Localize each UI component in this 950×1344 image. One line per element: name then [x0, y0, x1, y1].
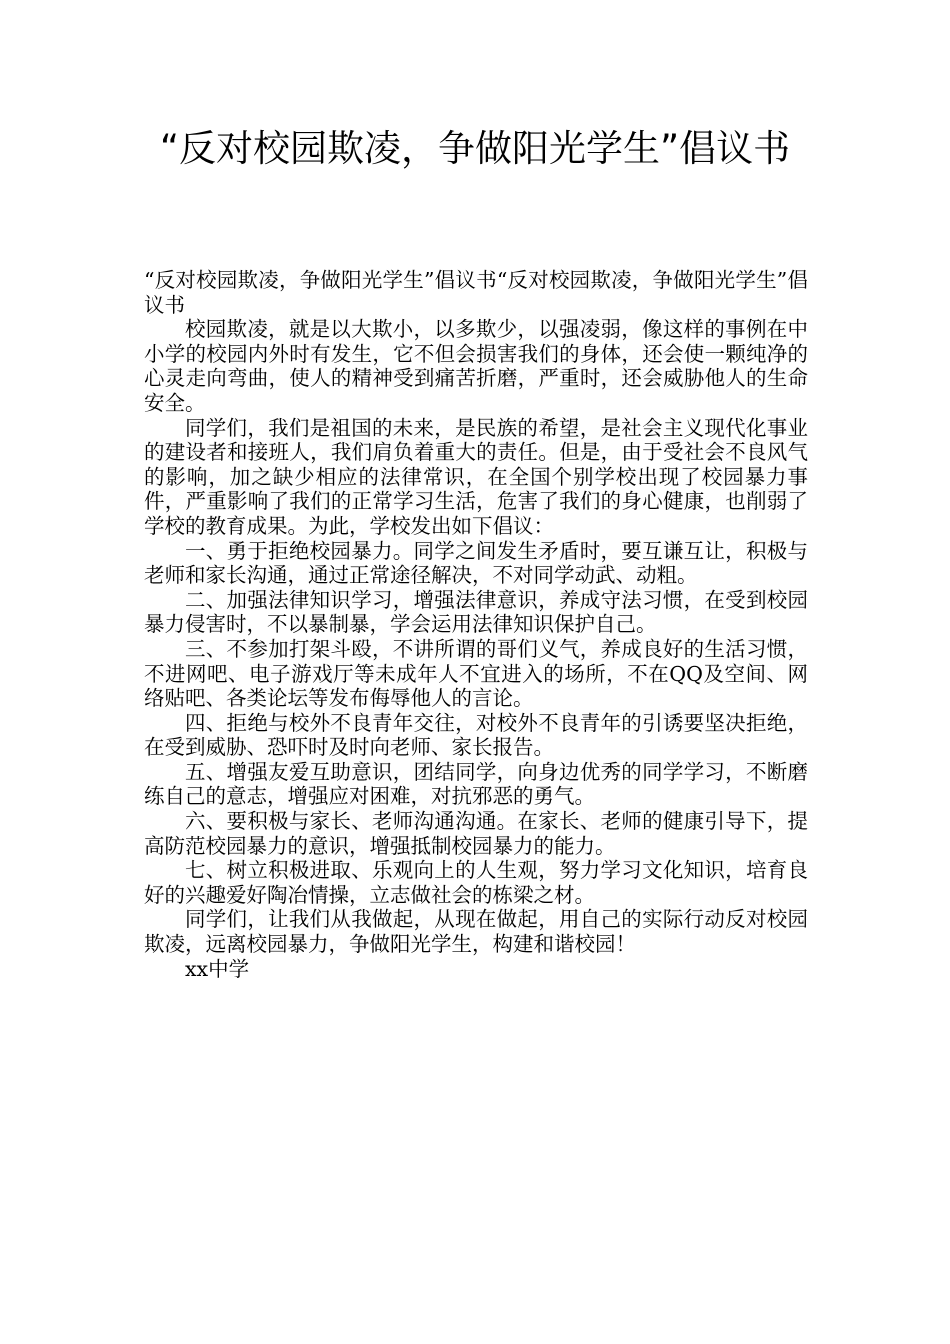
document-body [144, 268, 808, 981]
proposal-item-3: 三、不参加打架斗殴，不讲所谓的哥们义气，养成良好的生活习惯，不进网吧、电子游戏厅等未成年人不宜进入的场所，不在QQ及空间、网络贴吧、各类论坛等发布侮辱他人的言论。 [144, 636, 808, 711]
signature-school: xx中学 [185, 956, 250, 981]
proposal-item-7: 七、树立积极进取、乐观向上的人生观，努力学习文化知识，培育良好的兴趣爱好陶冶情操，立志做社会的栋梁之材。 [144, 858, 808, 907]
paragraph-closing: 同学们，让我们从我做起，从现在做起，用自己的实际行动反对校园欺凌，远离校园暴力，争做阳光学生，构建和谐校园！ [144, 907, 808, 957]
paragraph-definition: 校园欺凌，就是以大欺小，以多欺少，以强凌弱，像这样的事例在中小学的校园内外时有发生，它不但会损害我们的身体，还会使一颗纯净的心灵走向弯曲，使人的精神受到痛苦折磨，严重时，还会威胁他人的生命安全。 [144, 317, 808, 415]
proposal-item-4: 四、拒绝与校外不良青年交往，对校外不良青年的引诱要坚决拒绝，在受到威胁、恐吓时及时向老师、家长报告。 [144, 710, 808, 760]
proposal-item-5: 五、增强友爱互助意识，团结同学，向身边优秀的同学学习，不断磨练自己的意志，增强应对困难，对抗邪恶的勇气。 [144, 759, 808, 809]
proposal-item-6: 六、要积极与家长、老师沟通沟通。在家长、老师的健康引导下，提高防范校园暴力的意识，增强抵制校园暴力的能力。 [144, 809, 808, 858]
proposal-item-1: 一、勇于拒绝校园暴力。同学之间发生矛盾时，要互谦互让，积极与老师和家长沟通，通过正常途径解决，不对同学动武、动粗。 [144, 538, 808, 588]
proposal-item-2: 二、加强法律知识学习，增强法律意识，养成守法习惯，在受到校园暴力侵害时，不以暴制暴，学会运用法律知识保护自己。 [144, 587, 808, 637]
document-title: “反对校园欺凌，争做阳光学生”倡议书 [159, 127, 791, 170]
paragraph-background: 同学们，我们是祖国的未来，是民族的希望，是社会主义现代化事业的建设者和接班人，我们肩负着重大的责任。但是，由于受社会不良风气的影响，加之缺少相应的法律常识，在全国个别学校出现了校园暴力事件，严重影响了我们的正常学习生活，危害了我们的身心健康，也削弱了学校的教育成果。为此，学校发出如下倡议： [144, 415, 808, 538]
paragraph-heading-repeat: “反对校园欺凌，争做阳光学生”倡议书“反对校园欺凌，争做阳光学生”倡议书 [144, 268, 808, 317]
